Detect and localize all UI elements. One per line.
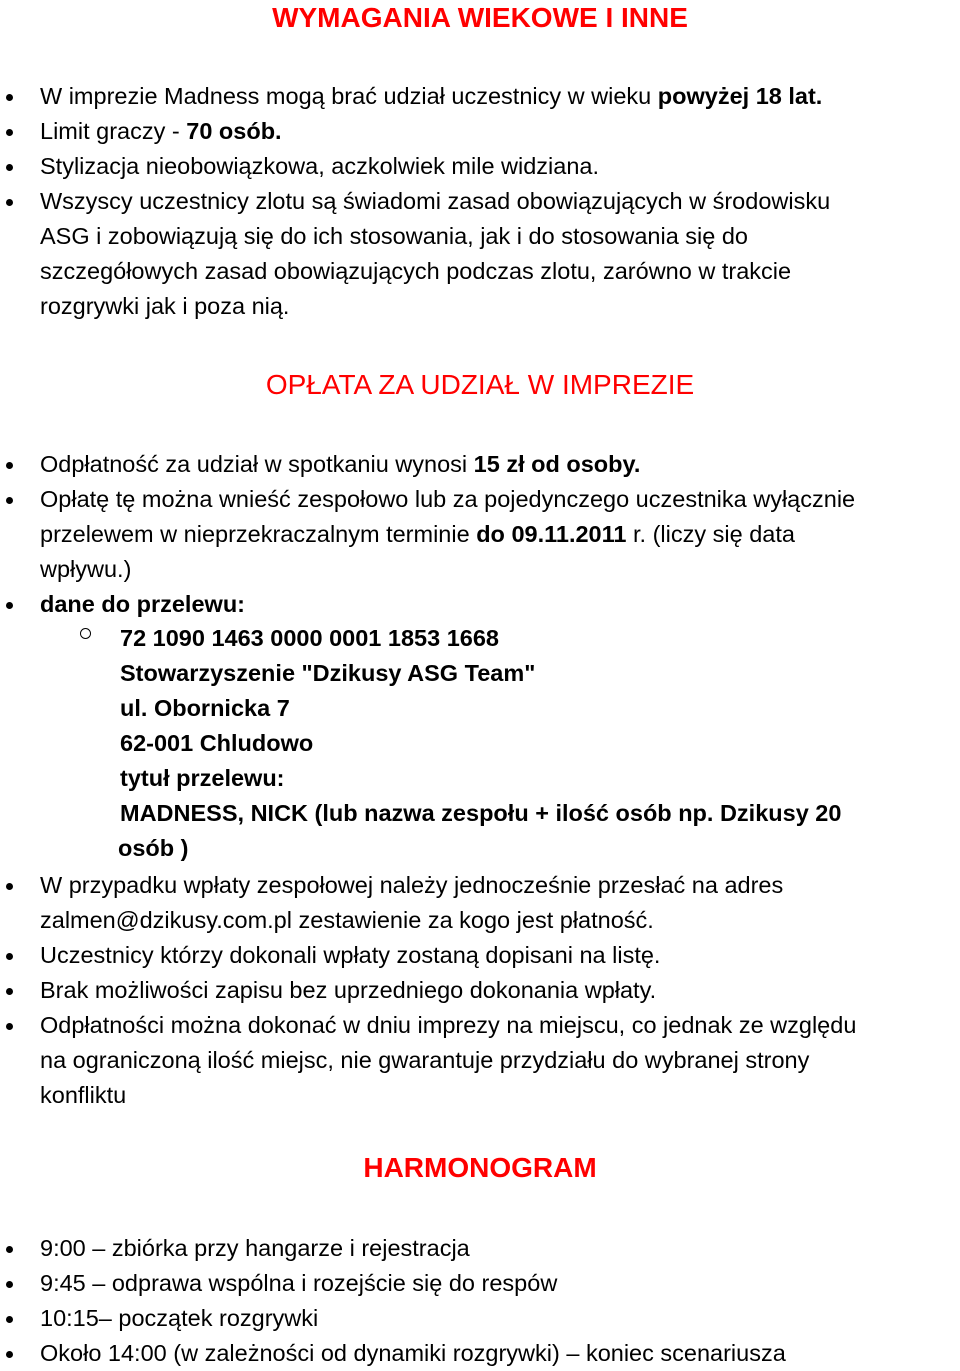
bold-text: powyżej 18 lat. [657,83,823,109]
text: Stylizacja nieobowiązkowa, aczkolwiek mile widziana. [40,153,600,179]
transfer-title-label: tytuł przelewu: [120,765,285,791]
list-item [40,868,960,938]
text-line [40,517,960,552]
section-title-fee: OPŁATA ZA UDZIAŁ W IMPREZIE [265,369,695,400]
text-line: szczegółowych zasad obowiązujących podczas zlotu, zarówno w trakcie [40,258,792,284]
text: 9:45 – odprawa wspólna i rozejście się do respów [40,1270,558,1296]
list-item [40,587,960,622]
text-line: zalmen@dzikusy.com.pl zestawienie za kogo jest płatność. [40,907,654,933]
recipient-street: ul. Obornicka 7 [120,695,290,721]
text: Uczestnicy którzy dokonali wpłaty zostaną dopisani na listę. [40,942,661,968]
account-number: 72 1090 1463 0000 0001 1853 1668 [120,625,499,651]
text: Limit graczy - [40,118,187,144]
recipient-name: Stowarzyszenie "Dzikusy ASG Team" [120,660,536,686]
deadline: do 09.11.2011 [476,521,627,547]
bold-text: 15 zł od osoby. [473,451,641,477]
schedule-item [40,1231,960,1266]
text-line: konfliktu [40,1082,127,1108]
text-line: Odpłatności można dokonać w dniu imprezy na miejscu, co jednak ze względu [40,1012,857,1038]
text-line: rozgrywki jak i poza nią. [40,293,290,319]
text: 9:00 – zbiórka przy hangarze i rejestracja [40,1235,470,1261]
text-line: W przypadku wpłaty zespołowej należy jednocześnie przesłać na adres [40,872,784,898]
list-item [40,938,960,973]
text: r. (liczy się data [626,521,795,547]
text-line: ASG i zobowiązują się do ich stosowania, jak i do stosowania się do [40,223,748,249]
text: 10:15– początek rozgrywki [40,1305,319,1331]
list-item [40,447,960,482]
text: Brak możliwości zapisu bez uprzedniego dokonania wpłaty. [40,977,657,1003]
transfer-label: dane do przelewu: [40,591,245,617]
transfer-title: MADNESS, NICK (lub nazwa zespołu + ilość osób np. Dzikusy 20 [120,800,842,826]
section-title-schedule: HARMONOGRAM [363,1152,597,1183]
transfer-title: osób ) [118,835,189,861]
text-line: Wszyscy uczestnicy zlotu są świadomi zasad obowiązujących w środowisku [40,188,831,214]
recipient-city: 62-001 Chludowo [120,730,314,756]
schedule-item [40,1301,960,1336]
list-item [40,79,960,114]
list-item [40,1008,960,1113]
list-item [40,482,960,587]
transfer-details [120,621,950,866]
text: W imprezie Madness mogą brać udział uczestnicy w wieku [40,83,658,109]
circle-bullet-icon [80,628,91,639]
list-item [40,114,960,149]
text: przelewem w nieprzekraczalnym terminie [40,521,477,547]
schedule-item [40,1266,960,1301]
list-item [40,973,960,1008]
list-item [40,184,960,324]
text: Odpłatność za udział w spotkaniu wynosi [40,451,474,477]
text-line: na ograniczoną ilość miejsc, nie gwarantuje przydziału do wybranej strony [40,1047,810,1073]
list-item [40,149,960,184]
schedule-item [40,1336,960,1371]
text-line: wpływu.) [40,556,132,582]
section-title-age: WYMAGANIA WIEKOWE I INNE [272,2,688,33]
text: Około 14:00 (w zależności od dynamiki rozgrywki) – koniec scenariusza [40,1340,786,1366]
text-line: Opłatę tę można wnieść zespołowo lub za pojedynczego uczestnika wyłącznie [40,486,856,512]
bold-text: 70 osób. [186,118,282,144]
